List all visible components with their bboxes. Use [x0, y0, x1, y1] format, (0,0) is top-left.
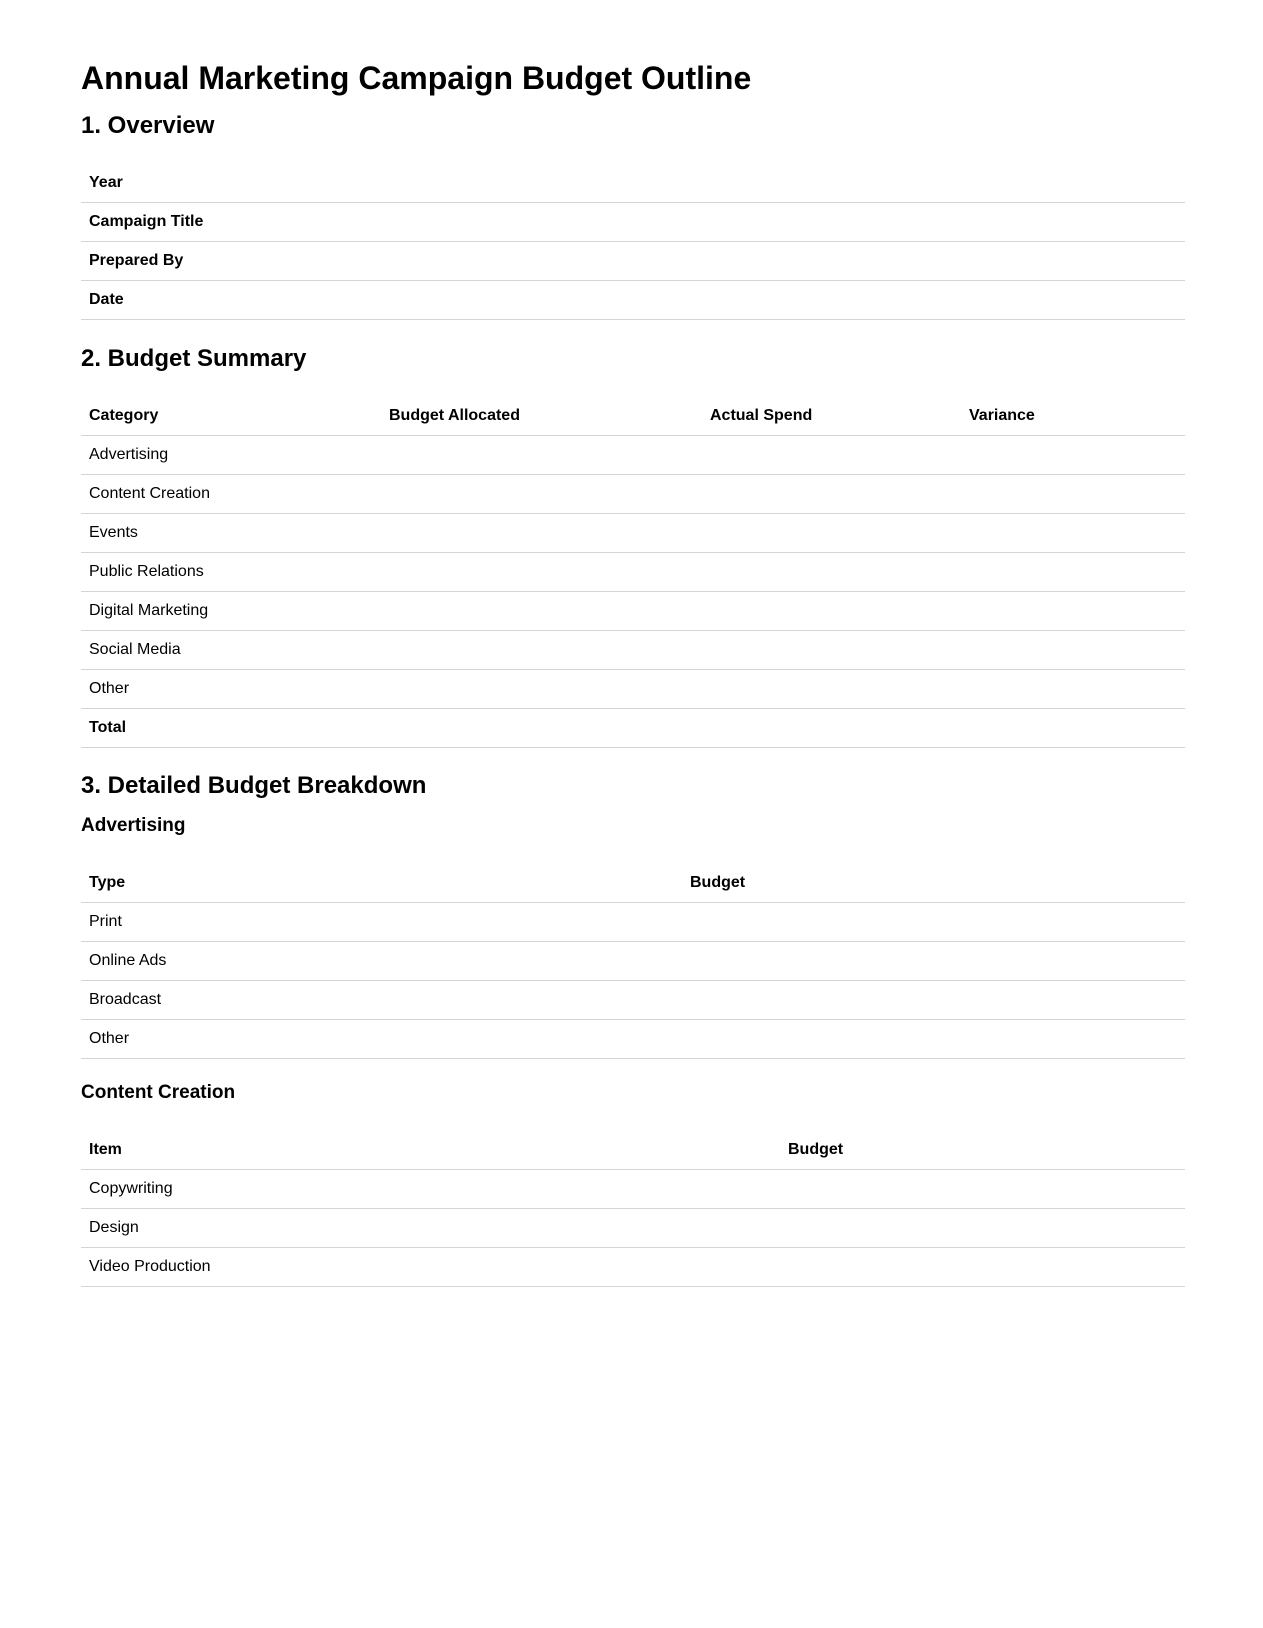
document-title: Annual Marketing Campaign Budget Outline — [81, 60, 752, 96]
column-header-item: Item — [81, 1131, 780, 1170]
actual-spend-cell — [702, 436, 961, 475]
table-header-row — [81, 864, 1185, 903]
detailed-breakdown-heading: 3. Detailed Budget Breakdown — [81, 772, 427, 799]
budget-cell — [682, 981, 1185, 1020]
content-creation-table — [81, 1131, 1185, 1287]
category-cell: Public Relations — [81, 553, 381, 592]
table-header-row — [81, 1131, 1185, 1170]
budget-allocated-cell — [381, 592, 702, 631]
table-row — [81, 164, 1185, 203]
budget-summary-heading: 2. Budget Summary — [81, 345, 307, 372]
column-header-category: Category — [81, 397, 381, 436]
actual-spend-cell — [702, 631, 961, 670]
budget-cell — [682, 903, 1185, 942]
variance-cell — [961, 475, 1185, 514]
table-row — [81, 981, 1185, 1020]
column-header-actual-spend: Actual Spend — [702, 397, 961, 436]
table-row — [81, 281, 1185, 320]
type-cell: Online Ads — [81, 942, 682, 981]
category-cell: Content Creation — [81, 475, 381, 514]
table-row — [81, 903, 1185, 942]
table-row — [81, 514, 1185, 553]
budget-cell — [682, 1020, 1185, 1059]
column-header-budget: Budget — [682, 864, 1185, 903]
overview-heading: 1. Overview — [81, 112, 215, 139]
table-row — [81, 1020, 1185, 1059]
actual-spend-cell — [702, 709, 961, 748]
actual-spend-cell — [702, 670, 961, 709]
table-row — [81, 1248, 1185, 1287]
variance-cell — [961, 709, 1185, 748]
category-cell: Advertising — [81, 436, 381, 475]
variance-cell — [961, 592, 1185, 631]
advertising-subheading: Advertising — [81, 815, 186, 836]
table-row — [81, 942, 1185, 981]
table-row — [81, 670, 1185, 709]
column-header-variance: Variance — [961, 397, 1185, 436]
budget-allocated-cell — [381, 553, 702, 592]
type-cell: Other — [81, 1020, 682, 1059]
overview-label-year: Year — [81, 164, 1185, 203]
actual-spend-cell — [702, 514, 961, 553]
variance-cell — [961, 670, 1185, 709]
category-cell: Other — [81, 670, 381, 709]
budget-allocated-cell — [381, 631, 702, 670]
total-row — [81, 709, 1185, 748]
budget-allocated-cell — [381, 514, 702, 553]
variance-cell — [961, 436, 1185, 475]
overview-label-date: Date — [81, 281, 1185, 320]
variance-cell — [961, 631, 1185, 670]
total-label: Total — [81, 709, 381, 748]
table-row — [81, 631, 1185, 670]
budget-allocated-cell — [381, 670, 702, 709]
table-row — [81, 242, 1185, 281]
budget-cell — [780, 1248, 1185, 1287]
budget-summary-table — [81, 397, 1185, 748]
variance-cell — [961, 514, 1185, 553]
table-row — [81, 592, 1185, 631]
table-row — [81, 203, 1185, 242]
overview-label-campaign-title: Campaign Title — [81, 203, 1185, 242]
overview-table — [81, 164, 1185, 320]
content-creation-subheading: Content Creation — [81, 1082, 236, 1103]
table-row — [81, 553, 1185, 592]
actual-spend-cell — [702, 592, 961, 631]
overview-label-prepared-by: Prepared By — [81, 242, 1185, 281]
variance-cell — [961, 553, 1185, 592]
type-cell: Broadcast — [81, 981, 682, 1020]
budget-allocated-cell — [381, 475, 702, 514]
budget-allocated-cell — [381, 709, 702, 748]
item-cell: Copywriting — [81, 1170, 780, 1209]
column-header-budget: Budget — [780, 1131, 1185, 1170]
column-header-budget-allocated: Budget Allocated — [381, 397, 702, 436]
actual-spend-cell — [702, 475, 961, 514]
table-row — [81, 1170, 1185, 1209]
category-cell: Digital Marketing — [81, 592, 381, 631]
table-header-row — [81, 397, 1185, 436]
category-cell: Social Media — [81, 631, 381, 670]
type-cell: Print — [81, 903, 682, 942]
budget-cell — [682, 942, 1185, 981]
item-cell: Design — [81, 1209, 780, 1248]
table-row — [81, 1209, 1185, 1248]
budget-allocated-cell — [381, 436, 702, 475]
budget-cell — [780, 1209, 1185, 1248]
advertising-table — [81, 864, 1185, 1059]
table-row — [81, 475, 1185, 514]
column-header-type: Type — [81, 864, 682, 903]
actual-spend-cell — [702, 553, 961, 592]
budget-cell — [780, 1170, 1185, 1209]
category-cell: Events — [81, 514, 381, 553]
item-cell: Video Production — [81, 1248, 780, 1287]
table-row — [81, 436, 1185, 475]
